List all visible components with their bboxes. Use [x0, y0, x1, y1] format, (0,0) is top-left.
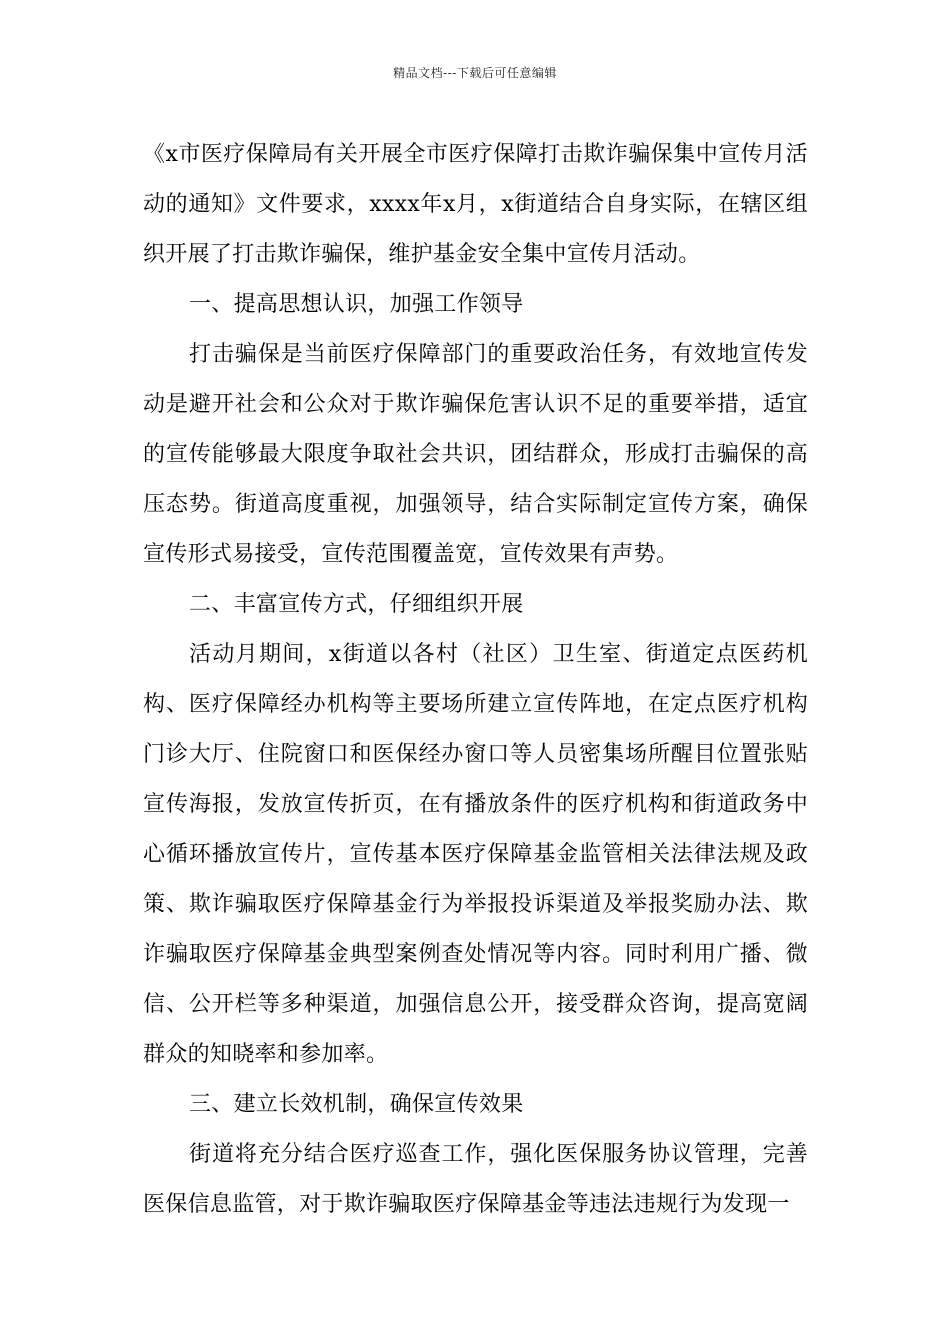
section-3-heading: 三、建立长效机制，确保宣传效果 [189, 1092, 524, 1117]
section-1-paragraph: 打击骗保是当前医疗保障部门的重要政治任务，有效地宣传发动是避开社会和公众对于欺诈骗保危害认识不足的重要举措，适宜的宣传能够最大限度争取社会共识，团结群众，形成打击骗保的高压态势。街道高度重视，加强领导，结合实际制定宣传方案，确保宣传形式易接受，宣传范围覆盖宽，宣传效果有声势。 [143, 342, 808, 567]
document-body [143, 130, 808, 1230]
page-header: 精品文档---下载后可任意编辑 [393, 66, 557, 80]
section-2-paragraph: 活动月期间，x街道以各村（社区）卫生室、街道定点医药机构、医疗保障经办机构等主要场所建立宣传阵地，在定点医疗机构门诊大厅、住院窗口和医保经办窗口等人员密集场所醒目位置张贴宣传海报，发放宣传折页，在有播放条件的医疗机构和街道政务中心循环播放宣传片，宣传基本医疗保障基金监管相关法律法规及政策、欺诈骗取医疗保障基金行为举报投诉渠道及举报奖励办法、欺诈骗取医疗保障基金典型案例查处情况等内容。同时利用广播、微信、公开栏等多种渠道，加强信息公开，接受群众咨询，提高宽阔群众的知晓率和参加率。 [143, 642, 808, 1067]
intro-paragraph: 《x市医疗保障局有关开展全市医疗保障打击欺诈骗保集中宣传月活动的通知》文件要求，xxxx年x月，x街道结合自身实际，在辖区组织开展了打击欺诈骗保，维护基金安全集中宣传月活动。 [143, 142, 808, 267]
section-2-heading: 二、丰富宣传方式，仔细组织开展 [189, 592, 524, 617]
section-3-paragraph: 街道将充分结合医疗巡查工作，强化医保服务协议管理，完善医保信息监管，对于欺诈骗取医疗保障基金等违法违规行为发现一 [143, 1142, 808, 1217]
section-1-heading: 一、提高思想认识，加强工作领导 [189, 292, 524, 317]
